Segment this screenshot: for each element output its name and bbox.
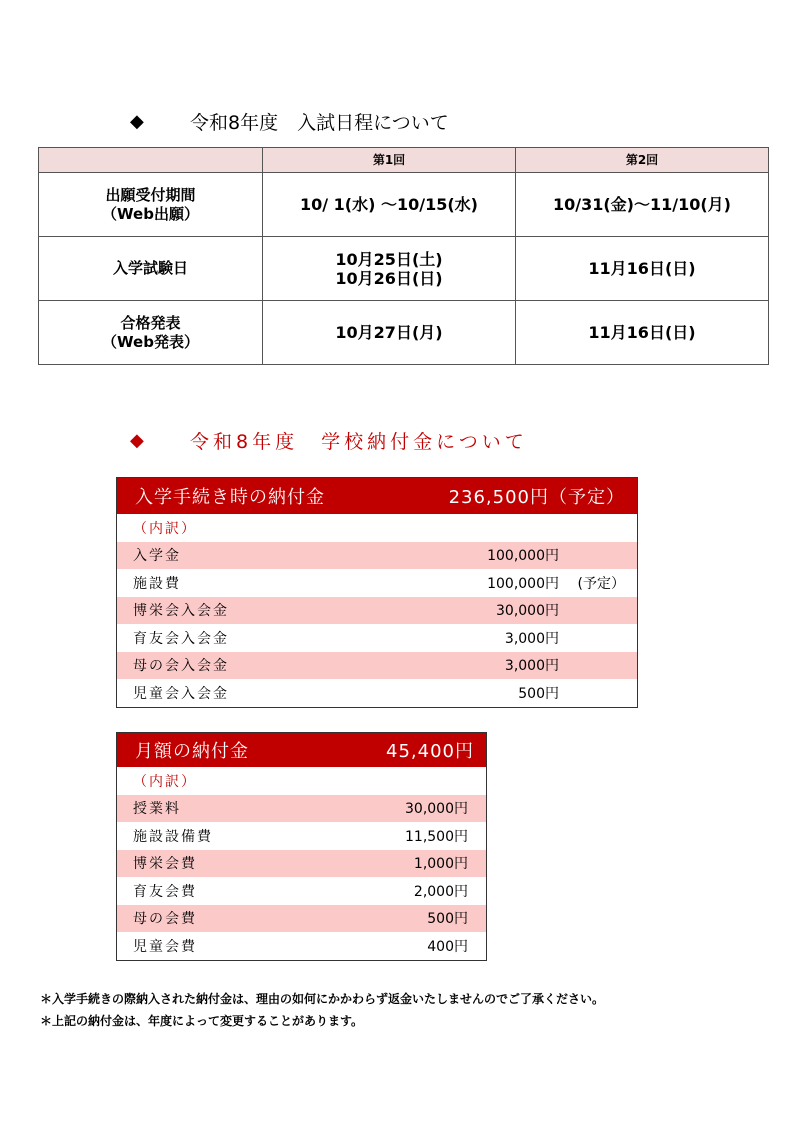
round-2-value: 11月16日(日) — [588, 259, 696, 278]
header-empty — [39, 148, 263, 173]
fee-label: 施設費 — [133, 575, 181, 592]
breakdown-row — [117, 514, 637, 542]
row-label-line1: 入学試験日 — [112, 259, 188, 277]
round-1-value: 10月26日(日) — [335, 268, 443, 288]
fee-row — [117, 850, 486, 878]
fee-amount: 500円 — [518, 685, 559, 702]
fee-row — [117, 877, 486, 905]
fee-amount: 30,000円 — [496, 603, 559, 620]
row-label-line1: 出願受付期間 — [105, 185, 196, 204]
fee-label: 入学金 — [133, 548, 181, 565]
fee-label: 博栄会費 — [133, 856, 197, 873]
schedule-row-results — [39, 301, 769, 365]
schedule-section-title — [130, 108, 449, 135]
fee-label: 育友会費 — [133, 883, 197, 900]
fee-amount: 1,000円 — [413, 856, 468, 873]
fee-row — [117, 795, 486, 823]
round-1-cell — [263, 237, 516, 301]
fee-row — [117, 905, 486, 933]
fee-amount: 400円 — [427, 938, 468, 955]
fee-amount: 11,500円 — [405, 828, 468, 845]
round-1-cell — [263, 173, 516, 237]
fee-row — [117, 597, 637, 625]
schedule-header-row — [39, 148, 769, 173]
enrollment-fee-total: 236,500円（予定） — [448, 487, 625, 508]
monthly-fee-total: 45,400円 — [386, 741, 474, 762]
fee-amount: 2,000円 — [413, 883, 468, 900]
schedule-title-text: 令和8年度 入試日程について — [190, 112, 449, 134]
schedule-row-application-period — [39, 173, 769, 237]
fee-amount: 100,000円 — [487, 575, 559, 592]
row-label — [39, 301, 263, 365]
row-label-line1: 合格発表 — [120, 313, 181, 332]
header-round-1: 第1回 — [263, 148, 516, 173]
fee-row — [117, 652, 637, 680]
enrollment-fee-table — [116, 477, 638, 708]
round-1-value: 10月25日(土) — [335, 249, 443, 269]
fee-label: 母の会費 — [133, 911, 197, 928]
fee-label: 育友会入会金 — [133, 630, 229, 647]
schedule-table — [38, 147, 769, 365]
row-label — [39, 237, 263, 301]
fee-title-text: 令和8年度 学校納付金について — [190, 431, 528, 453]
fee-label: 授業料 — [133, 801, 181, 818]
fee-row — [117, 624, 637, 652]
header-round-2: 第2回 — [516, 148, 769, 173]
footnotes — [40, 988, 604, 1032]
round-1-value: 10月27日(月) — [335, 323, 443, 342]
fee-amount: 30,000円 — [405, 801, 468, 818]
row-label-line2: （Web出願） — [102, 204, 199, 223]
round-2-value: 11月16日(日) — [588, 323, 696, 342]
fee-row — [117, 542, 637, 570]
diamond-bullet-icon: ◆ — [130, 111, 144, 132]
fee-label: 児童会費 — [133, 938, 197, 955]
monthly-fee-table — [116, 732, 487, 961]
fee-row — [117, 822, 486, 850]
round-1-value: 10/ 1(水) ～10/15(水) — [299, 195, 478, 214]
fee-amount: 500円 — [427, 911, 468, 928]
fee-row — [117, 679, 637, 707]
round-2-value: 10/31(金)～11/10(月) — [552, 195, 731, 214]
fee-amount: 100,000円 — [487, 548, 559, 565]
monthly-fee-header — [117, 733, 486, 767]
fee-amount: 3,000円 — [504, 658, 559, 675]
schedule-row-exam-date — [39, 237, 769, 301]
fee-label: 施設設備費 — [133, 828, 213, 845]
round-2-cell — [516, 301, 769, 365]
breakdown-label: （内訳） — [133, 773, 197, 790]
fee-amount: 3,000円 — [504, 630, 559, 647]
fee-row — [117, 569, 637, 597]
enrollment-fee-title: 入学手続き時の納付金 — [135, 487, 325, 508]
fee-note: (予定） — [577, 575, 625, 592]
fee-row — [117, 932, 486, 960]
round-1-cell — [263, 301, 516, 365]
fee-label: 母の会入会金 — [133, 658, 229, 675]
footnote-refund: ＊入学手続きの際納入された納付金は、理由の如何にかかわらず返金いたしませんのでご了承ください。 — [40, 992, 605, 1006]
fee-label: 博栄会入会金 — [133, 603, 229, 620]
diamond-bullet-icon: ◆ — [130, 430, 144, 451]
fee-label: 児童会入会金 — [133, 685, 229, 702]
footnote-change: ＊上記の納付金は、年度によって変更することがあります。 — [40, 1014, 364, 1028]
fee-section-title — [130, 427, 528, 454]
monthly-fee-title: 月額の納付金 — [135, 741, 249, 762]
row-label-line2: （Web発表） — [102, 332, 199, 351]
breakdown-label: （内訳） — [133, 520, 197, 537]
round-2-cell — [516, 173, 769, 237]
enrollment-fee-header — [117, 478, 637, 514]
round-2-cell — [516, 237, 769, 301]
breakdown-row — [117, 767, 486, 795]
row-label — [39, 173, 263, 237]
